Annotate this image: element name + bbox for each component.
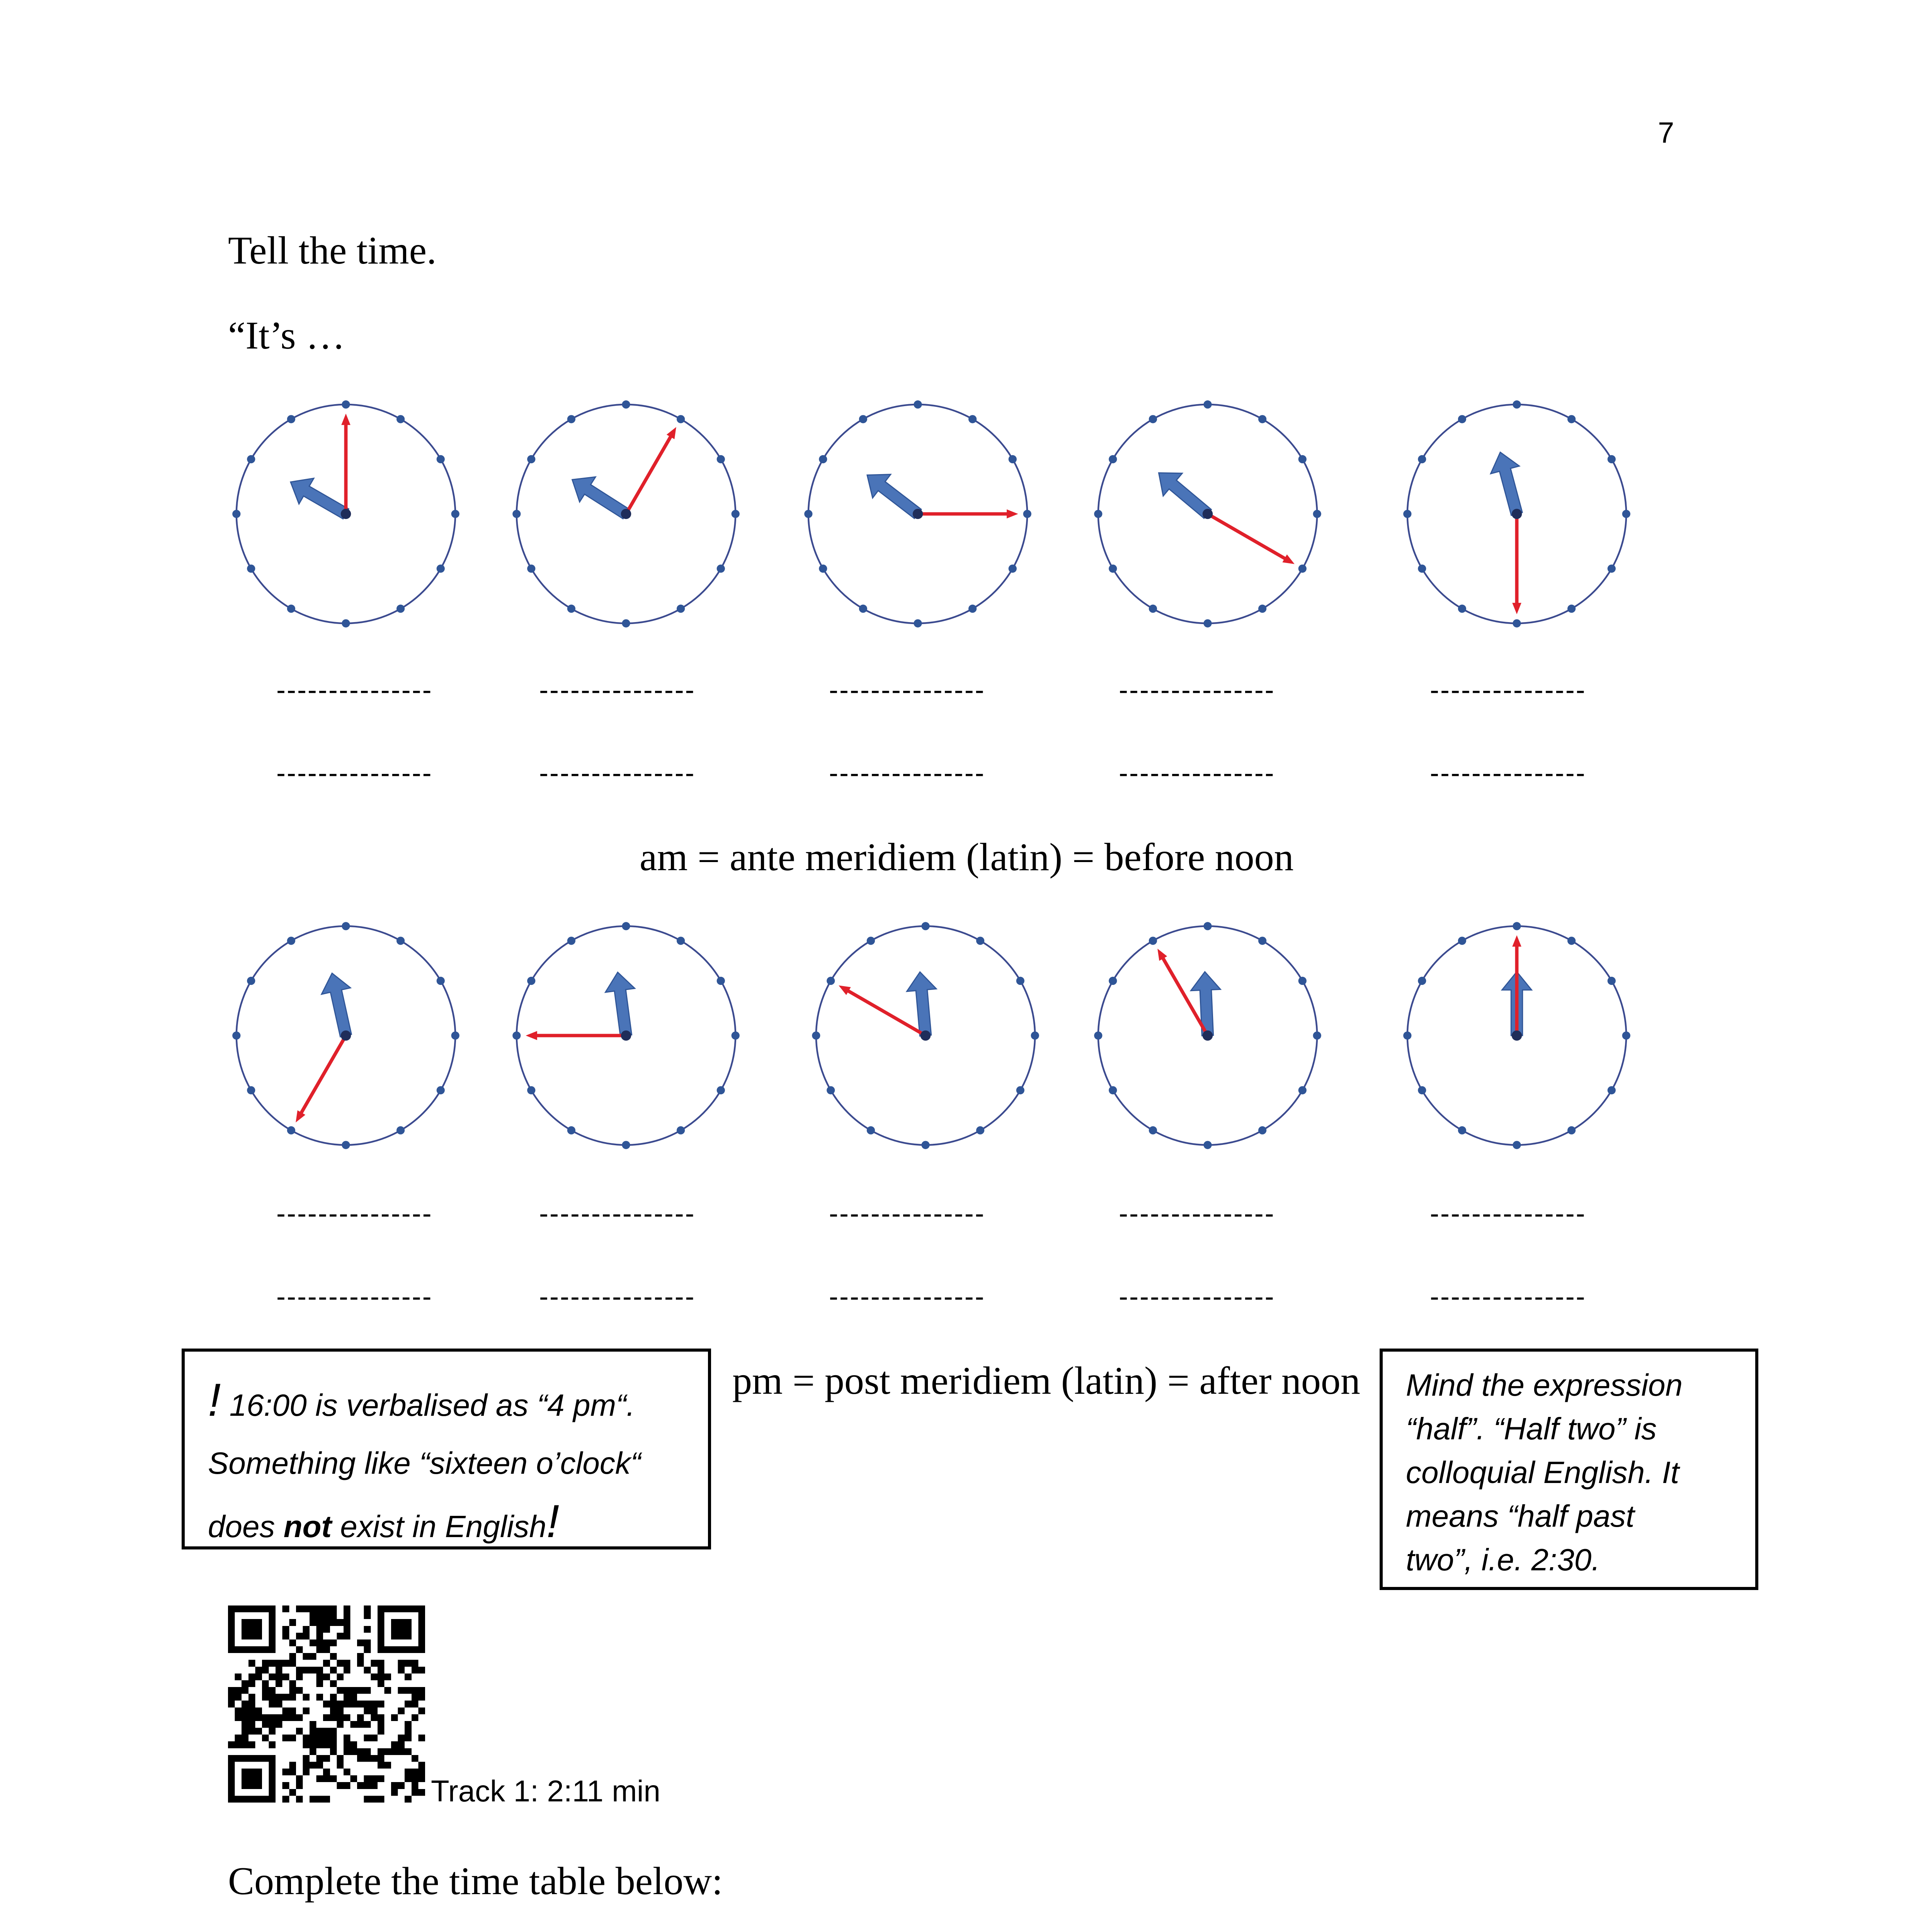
hour-marker bbox=[437, 565, 445, 573]
minute-hand bbox=[526, 1031, 626, 1040]
hour-marker bbox=[859, 605, 867, 613]
clock-face bbox=[812, 922, 1040, 1150]
hour-marker bbox=[976, 1126, 984, 1134]
hour-marker bbox=[622, 922, 630, 930]
hour-marker bbox=[396, 937, 405, 945]
exclamation-mark: ! bbox=[546, 1495, 560, 1547]
clock-face bbox=[512, 922, 740, 1150]
hour-marker bbox=[819, 565, 827, 573]
answer-blank[interactable]: --------------- bbox=[1430, 1198, 1586, 1229]
answer-blank[interactable]: --------------- bbox=[276, 1281, 433, 1312]
hour-marker bbox=[1458, 415, 1466, 423]
minute-hand bbox=[622, 425, 680, 516]
clock-face bbox=[232, 922, 460, 1150]
hour-marker bbox=[622, 619, 630, 628]
hour-marker bbox=[1458, 605, 1466, 613]
answer-blank[interactable]: --------------- bbox=[539, 675, 696, 706]
hour-marker bbox=[1258, 415, 1266, 423]
hour-marker bbox=[1203, 922, 1212, 930]
hour-marker bbox=[1149, 605, 1157, 613]
hour-marker bbox=[1109, 1086, 1117, 1094]
hour-marker bbox=[1513, 400, 1521, 408]
answer-blank[interactable]: --------------- bbox=[1119, 758, 1275, 789]
hour-marker bbox=[1109, 455, 1117, 463]
hour-hand bbox=[283, 469, 353, 527]
hour-marker bbox=[247, 977, 255, 985]
hour-marker bbox=[1298, 455, 1307, 463]
page-number: 7 bbox=[1658, 116, 1674, 149]
hour-hand bbox=[1486, 449, 1531, 518]
hour-marker bbox=[396, 1126, 405, 1134]
hour-marker bbox=[1109, 565, 1117, 573]
hour-marker bbox=[1458, 937, 1466, 945]
hour-marker bbox=[827, 1086, 835, 1094]
answer-blank[interactable]: --------------- bbox=[1430, 1281, 1586, 1312]
hour-marker bbox=[1513, 1141, 1521, 1149]
hour-marker bbox=[1258, 605, 1266, 613]
complete-table-heading: Complete the time table below: bbox=[228, 1859, 723, 1903]
hour-marker bbox=[232, 510, 240, 518]
hour-marker bbox=[1513, 619, 1521, 628]
hour-marker bbox=[1313, 1031, 1321, 1039]
hour-marker bbox=[396, 605, 405, 613]
hour-marker bbox=[1258, 1126, 1266, 1134]
hour-marker bbox=[1149, 415, 1157, 423]
hour-marker bbox=[812, 1031, 820, 1039]
hour-marker bbox=[437, 455, 445, 463]
hour-marker bbox=[437, 977, 445, 985]
hour-marker bbox=[717, 455, 725, 463]
hour-marker bbox=[567, 605, 575, 613]
hour-marker bbox=[1418, 1086, 1426, 1094]
hour-marker bbox=[247, 455, 255, 463]
hour-marker bbox=[819, 455, 827, 463]
answer-blank[interactable]: --------------- bbox=[1119, 1281, 1275, 1312]
hour-marker bbox=[1298, 977, 1307, 985]
answer-blank[interactable]: --------------- bbox=[829, 758, 985, 789]
hour-marker bbox=[567, 937, 575, 945]
track-label: Track 1: 2:11 min bbox=[431, 1774, 660, 1808]
answer-blank[interactable]: --------------- bbox=[1119, 1198, 1275, 1229]
answer-blank[interactable]: --------------- bbox=[829, 1198, 985, 1229]
hour-marker bbox=[1023, 510, 1031, 518]
hour-marker bbox=[867, 1126, 875, 1134]
clock-face bbox=[1094, 922, 1322, 1150]
its-prompt: “It’s … bbox=[228, 314, 345, 357]
hour-marker bbox=[396, 415, 405, 423]
answer-blank[interactable]: --------------- bbox=[276, 675, 433, 706]
hour-marker bbox=[527, 455, 535, 463]
hour-marker bbox=[1567, 1126, 1576, 1134]
hour-marker bbox=[437, 1086, 445, 1094]
minute-hand bbox=[918, 509, 1018, 519]
hour-marker bbox=[247, 1086, 255, 1094]
hour-hand bbox=[603, 970, 641, 1037]
hour-marker bbox=[1031, 1031, 1039, 1039]
note-half-line2: “half”. “Half two” is bbox=[1406, 1412, 1657, 1446]
answer-blank[interactable]: --------------- bbox=[829, 675, 985, 706]
note-16-line2: Something like “sixteen o’clock“ bbox=[208, 1446, 641, 1480]
answer-blank[interactable]: --------------- bbox=[1430, 675, 1586, 706]
hour-marker bbox=[1009, 565, 1017, 573]
hour-marker bbox=[717, 977, 725, 985]
hour-marker bbox=[1298, 565, 1307, 573]
am-definition: am = ante meridiem (latin) = before noon bbox=[640, 835, 1294, 879]
hour-marker bbox=[342, 619, 350, 628]
hour-marker bbox=[968, 415, 977, 423]
hour-marker bbox=[1203, 619, 1212, 628]
hour-marker bbox=[1608, 977, 1616, 985]
hour-marker bbox=[1608, 1086, 1616, 1094]
hour-marker bbox=[968, 605, 977, 613]
hour-marker bbox=[567, 415, 575, 423]
hour-marker bbox=[1567, 605, 1576, 613]
hour-marker bbox=[1403, 1031, 1411, 1039]
answer-blank[interactable]: --------------- bbox=[1119, 675, 1275, 706]
hour-marker bbox=[1298, 1086, 1307, 1094]
hour-marker bbox=[677, 1126, 685, 1134]
hour-marker bbox=[1608, 455, 1616, 463]
hour-hand bbox=[1190, 971, 1222, 1036]
note-half-line5: two”, i.e. 2:30. bbox=[1406, 1543, 1600, 1577]
hour-marker bbox=[921, 1141, 929, 1149]
hour-marker bbox=[527, 565, 535, 573]
hour-marker bbox=[1016, 1086, 1024, 1094]
hour-marker bbox=[1094, 510, 1102, 518]
hour-marker bbox=[1009, 455, 1017, 463]
hour-marker bbox=[1622, 1031, 1630, 1039]
hour-marker bbox=[451, 510, 459, 518]
hour-marker bbox=[859, 415, 867, 423]
hour-marker bbox=[287, 937, 295, 945]
answer-blank[interactable]: --------------- bbox=[539, 758, 696, 789]
hour-marker bbox=[1016, 977, 1024, 985]
hour-marker bbox=[512, 1031, 521, 1039]
answer-blank[interactable]: --------------- bbox=[276, 758, 433, 789]
hour-marker bbox=[1094, 1031, 1102, 1039]
clock-face bbox=[232, 400, 460, 628]
hour-marker bbox=[1622, 510, 1630, 518]
hour-marker bbox=[512, 510, 521, 518]
hour-marker bbox=[804, 510, 812, 518]
hour-marker bbox=[342, 400, 350, 408]
hour-marker bbox=[247, 565, 255, 573]
hour-marker bbox=[1567, 937, 1576, 945]
minute-hand bbox=[1512, 514, 1521, 614]
hour-hand bbox=[318, 970, 361, 1039]
hour-marker bbox=[677, 415, 685, 423]
hour-marker bbox=[1567, 415, 1576, 423]
hour-marker bbox=[232, 1031, 240, 1039]
qr-code-icon[interactable] bbox=[228, 1605, 425, 1803]
exclamation-mark: ! bbox=[208, 1374, 221, 1426]
hour-marker bbox=[287, 605, 295, 613]
hour-marker bbox=[921, 922, 929, 930]
minute-hand bbox=[292, 1033, 350, 1125]
hour-marker bbox=[717, 1086, 725, 1094]
hour-marker bbox=[732, 1031, 740, 1039]
hour-marker bbox=[1149, 937, 1157, 945]
hour-marker bbox=[976, 937, 984, 945]
answer-blank[interactable]: --------------- bbox=[539, 1198, 696, 1229]
minute-hand bbox=[1205, 510, 1297, 568]
answer-blank[interactable]: --------------- bbox=[539, 1281, 696, 1312]
answer-blank[interactable]: --------------- bbox=[276, 1198, 433, 1229]
note-half bbox=[1380, 1349, 1758, 1590]
hour-marker bbox=[1418, 455, 1426, 463]
hour-marker bbox=[1458, 1126, 1466, 1134]
clock-face bbox=[512, 400, 740, 628]
hour-marker bbox=[527, 1086, 535, 1094]
hour-marker bbox=[827, 977, 835, 985]
hour-marker bbox=[914, 619, 922, 628]
clock-face bbox=[1403, 400, 1631, 628]
hour-marker bbox=[451, 1031, 459, 1039]
minute-hand bbox=[341, 413, 351, 514]
note-16-line3-pre: does bbox=[208, 1509, 284, 1544]
hour-marker bbox=[677, 937, 685, 945]
hour-marker bbox=[287, 415, 295, 423]
hour-marker bbox=[1149, 1126, 1157, 1134]
note-half-line3: colloquial English. It bbox=[1406, 1455, 1679, 1490]
hour-marker bbox=[1513, 922, 1521, 930]
clock-face bbox=[1403, 922, 1631, 1150]
note-16-line1: 16:00 is verbalised as “4 pm“. bbox=[221, 1388, 635, 1422]
hour-marker bbox=[1418, 977, 1426, 985]
pm-definition: pm = post meridiem (latin) = after noon bbox=[732, 1359, 1360, 1403]
hour-marker bbox=[527, 977, 535, 985]
hour-marker bbox=[622, 1141, 630, 1149]
hour-marker bbox=[1403, 510, 1411, 518]
hour-marker bbox=[677, 605, 685, 613]
note-16-not: not bbox=[283, 1509, 332, 1544]
clock-face bbox=[1094, 400, 1322, 628]
hour-marker bbox=[287, 1126, 295, 1134]
hour-marker bbox=[914, 400, 922, 408]
hour-marker bbox=[732, 510, 740, 518]
hour-marker bbox=[867, 937, 875, 945]
answer-blank[interactable]: --------------- bbox=[1430, 758, 1586, 789]
hour-marker bbox=[717, 565, 725, 573]
note-16-00 bbox=[182, 1349, 711, 1549]
hour-marker bbox=[342, 1141, 350, 1149]
note-16-line3-post: exist in English bbox=[332, 1509, 546, 1544]
tell-time-heading: Tell the time. bbox=[228, 229, 437, 272]
answer-blank[interactable]: --------------- bbox=[829, 1281, 985, 1312]
hour-marker bbox=[1418, 565, 1426, 573]
note-half-line1: Mind the expression bbox=[1406, 1368, 1683, 1402]
hour-marker bbox=[342, 922, 350, 930]
hour-marker bbox=[1203, 1141, 1212, 1149]
note-half-line4: means “half past bbox=[1406, 1499, 1635, 1533]
hour-marker bbox=[1203, 400, 1212, 408]
hour-marker bbox=[1258, 937, 1266, 945]
hour-marker bbox=[1313, 510, 1321, 518]
clock-face bbox=[804, 400, 1032, 628]
hour-marker bbox=[567, 1126, 575, 1134]
hour-marker bbox=[622, 400, 630, 408]
hour-marker bbox=[1109, 977, 1117, 985]
hour-marker bbox=[1608, 565, 1616, 573]
